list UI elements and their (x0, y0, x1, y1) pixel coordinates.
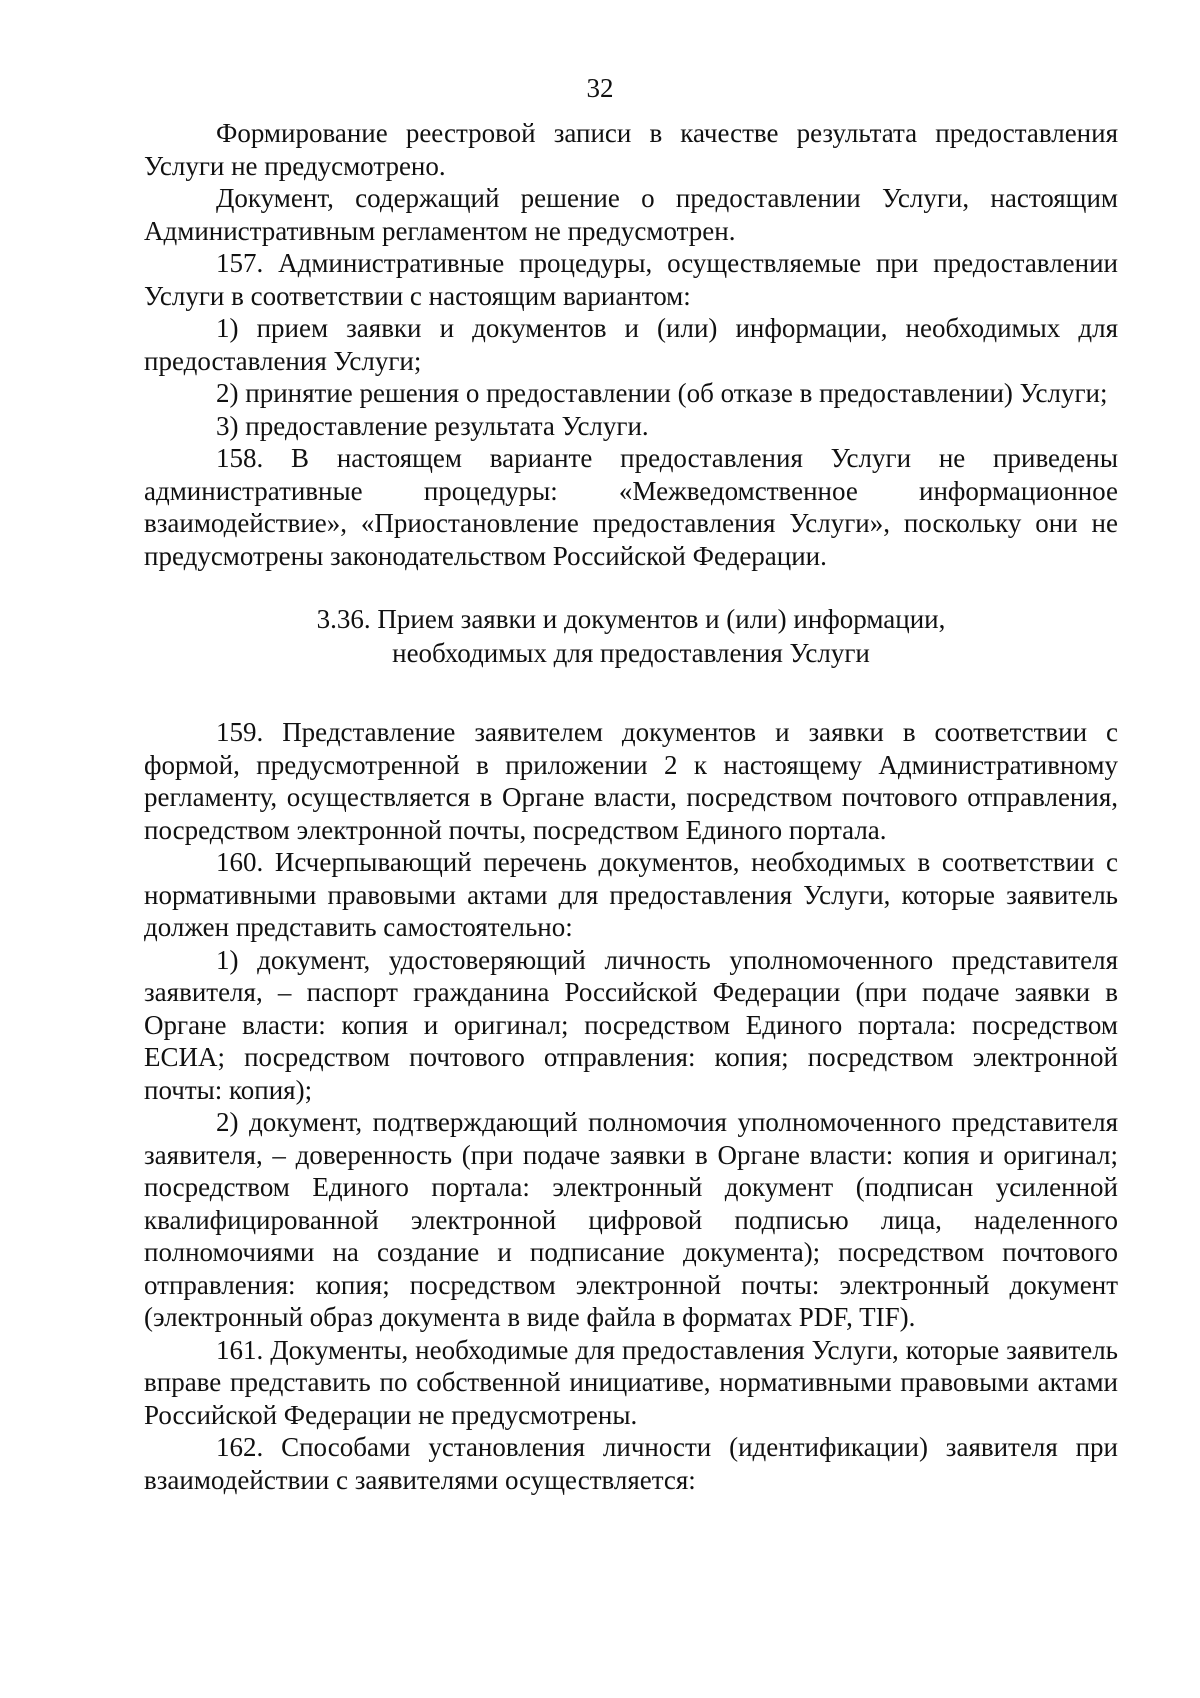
paragraph-161: 161. Документы, необходимые для предоставления Услуги, которые заявитель вправе представить по собственной инициативе, нормативными правовыми актами Российской Федерации не предусмотрены. (144, 1334, 1118, 1430)
section-heading-line-1: 3.36. Прием заявки и документов и (или) информации, (316, 604, 946, 634)
list-item-157-2: 2) принятие решения о предоставлении (об отказе в предоставлении) Услуги; (216, 378, 1108, 408)
list-item-157-1: 1) прием заявки и документов и (или) информации, необходимых для предоставления Услуги; (144, 313, 1118, 376)
paragraph-decision-document: Документ, содержащий решение о предоставлении Услуги, настоящим Административным регламентом не предусмотрен. (144, 183, 1118, 246)
paragraph-162: 162. Способами установления личности (идентификации) заявителя при взаимодействии с заявителями осуществляется: (144, 1432, 1118, 1495)
list-item-160-1: 1) документ, удостоверяющий личность уполномоченного представителя заявителя, – паспорт гражданина Российской Федерации (при подаче заявки в Органе власти: копия и оригинал; посредством Единого портала: посредством ЕСИА; посредством почтового отправления: копия; посредством электронной почты: копия); (144, 944, 1118, 1105)
paragraph-160: 160. Исчерпывающий перечень документов, необходимых в соответствии с нормативными правовыми актами для предоставления Услуги, которые заявитель должен представить самостоятельно: (144, 847, 1118, 942)
paragraph-157: 157. Административные процедуры, осуществляемые при предоставлении Услуги в соответствии с настоящим вариантом: (144, 248, 1118, 311)
document-body (144, 117, 1118, 1496)
list-item-157-3: 3) предоставление результата Услуги. (216, 410, 649, 441)
paragraph-registry-record: Формирование реестровой записи в качестве результата предоставления Услуги не предусмотрено. (144, 118, 1118, 181)
paragraph-158: 158. В настоящем варианте предоставления Услуги не приведены административные процедуры: «Межведомственное информационное взаимодействие», «Приостановление предоставления Услуги», поскольку они не предусмотрены законодательством Российской Федерации. (144, 443, 1118, 571)
section-heading (144, 602, 1118, 670)
list-item-160-2: 2) документ, подтверждающий полномочия уполномоченного представителя заявителя, – доверенность (при подаче заявки в Органе власти: копия и оригинал; посредством Единого портала: электронный документ (подписан усиленной квалифицированной электронной цифровой подписью лица, наделенного полномочиями на создание и подписание документа); посредством почтового отправления: копия; посредством электронной почты: электронный документ (электронный образ документа в виде файла в форматах PDF, TIF). (144, 1107, 1118, 1332)
paragraph-159: 159. Представление заявителем документов и заявки в соответствии с формой, предусмотренной в приложении 2 к настоящему Административному регламенту, осуществляется в Органе власти, посредством почтового отправления, посредством электронной почты, посредством Единого портала. (144, 717, 1118, 845)
section-heading-line-2: необходимых для предоставления Услуги (392, 638, 870, 668)
page-number: 32 (586, 73, 614, 103)
